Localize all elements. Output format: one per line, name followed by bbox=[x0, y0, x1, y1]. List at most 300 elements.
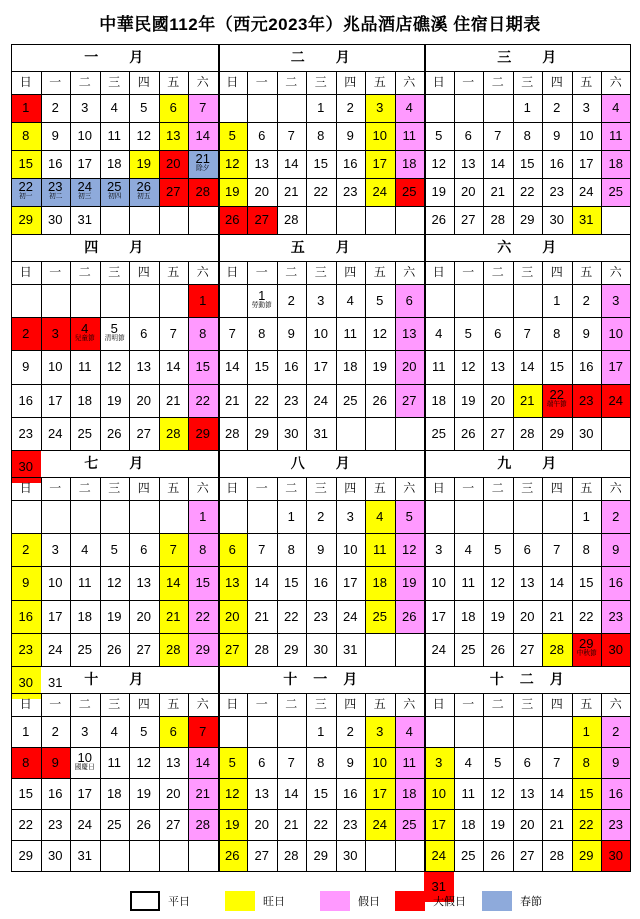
day-number: 31 bbox=[343, 641, 358, 657]
day-number: 3 bbox=[81, 724, 89, 739]
day-number: 2 bbox=[317, 509, 325, 524]
day-number: 20 bbox=[225, 608, 240, 624]
day-cell bbox=[129, 317, 159, 350]
day-cell bbox=[395, 94, 425, 122]
page-title: 中華民國112年（西元2023年）兆品酒店礁溪 住宿日期表 bbox=[99, 15, 541, 34]
grid-line bbox=[11, 450, 12, 666]
weekday-header: 四 bbox=[344, 75, 357, 89]
weekday-header: 日 bbox=[19, 481, 32, 495]
day-number: 22 bbox=[520, 184, 535, 199]
grid-line bbox=[41, 693, 42, 871]
day-number: 24 bbox=[608, 392, 623, 408]
day-cell bbox=[572, 809, 602, 840]
day-cell bbox=[542, 533, 572, 566]
day-number: 2 bbox=[582, 293, 590, 308]
grid-line bbox=[11, 284, 218, 285]
day-cell bbox=[247, 317, 277, 350]
grid-line bbox=[70, 477, 71, 666]
day-cell bbox=[365, 716, 395, 747]
day-cell bbox=[129, 716, 159, 747]
day-number: 12 bbox=[107, 575, 122, 591]
day-cell bbox=[483, 384, 513, 417]
day-number: 7 bbox=[199, 724, 207, 739]
day-cell bbox=[572, 633, 602, 666]
day-number: 6 bbox=[523, 542, 531, 558]
day-number: 4 bbox=[405, 100, 413, 115]
day-cell bbox=[454, 178, 484, 206]
day-number: 15 bbox=[313, 786, 328, 801]
weekday-header: 四 bbox=[344, 481, 357, 495]
day-cell bbox=[188, 178, 218, 206]
day-number: 5 bbox=[228, 128, 236, 143]
day-number: 15 bbox=[579, 575, 594, 591]
day-number: 18 bbox=[107, 156, 122, 171]
day-number: 27 bbox=[136, 641, 151, 657]
day-number: 17 bbox=[343, 575, 358, 591]
day-cell bbox=[100, 716, 130, 747]
day-cell bbox=[572, 500, 602, 533]
day-cell bbox=[277, 533, 307, 566]
day-cell bbox=[129, 150, 159, 178]
weekday-header: 日 bbox=[19, 697, 32, 711]
day-cell bbox=[11, 633, 41, 666]
day-cell bbox=[306, 633, 336, 666]
day-number: 5 bbox=[110, 320, 118, 336]
day-number: 26 bbox=[490, 848, 505, 863]
month-block bbox=[218, 234, 425, 450]
month-title: 十 一 月 bbox=[283, 671, 359, 687]
legend-item bbox=[482, 888, 542, 914]
day-number: 11 bbox=[609, 128, 623, 143]
day-number: 18 bbox=[461, 817, 476, 832]
day-cell bbox=[188, 716, 218, 747]
day-number: 27 bbox=[461, 212, 476, 227]
day-number: 17 bbox=[77, 786, 92, 801]
grid-line bbox=[218, 778, 425, 779]
day-cell bbox=[572, 384, 602, 417]
day-number: 7 bbox=[287, 128, 295, 143]
day-cell bbox=[572, 716, 602, 747]
day-cell bbox=[395, 284, 425, 317]
day-number: 9 bbox=[582, 326, 590, 342]
weekday-header: 四 bbox=[137, 265, 150, 279]
day-cell bbox=[365, 350, 395, 383]
day-cell bbox=[542, 778, 572, 809]
day-cell bbox=[188, 150, 218, 178]
day-number: 26 bbox=[402, 608, 417, 624]
holiday-note: 兒童節 bbox=[74, 334, 95, 342]
day-cell bbox=[572, 284, 602, 317]
grid-line bbox=[424, 94, 631, 95]
grid-line bbox=[11, 71, 218, 72]
grid-line bbox=[11, 871, 631, 872]
day-number: 14 bbox=[284, 156, 299, 171]
grid-line bbox=[395, 261, 396, 450]
day-number: 10 bbox=[372, 755, 387, 770]
day-number: 19 bbox=[107, 392, 122, 408]
day-cell bbox=[365, 122, 395, 150]
month-title: 九 月 bbox=[497, 455, 558, 471]
day-cell bbox=[601, 150, 631, 178]
grid-line bbox=[424, 716, 631, 717]
day-number: 27 bbox=[166, 184, 181, 199]
day-number: 14 bbox=[195, 128, 210, 143]
day-cell bbox=[70, 150, 100, 178]
day-cell bbox=[454, 150, 484, 178]
day-cell bbox=[306, 840, 336, 871]
day-number: 2 bbox=[287, 293, 295, 308]
day-cell bbox=[41, 633, 71, 666]
day-cell bbox=[424, 566, 454, 599]
day-cell bbox=[572, 150, 602, 178]
day-number: 30 bbox=[18, 675, 33, 690]
day-cell bbox=[424, 350, 454, 383]
day-number: 20 bbox=[402, 359, 417, 375]
day-cell bbox=[454, 600, 484, 633]
day-cell bbox=[247, 533, 277, 566]
weekday-header: 日 bbox=[19, 265, 32, 279]
grid-line bbox=[542, 693, 543, 871]
weekday-header: 日 bbox=[226, 481, 239, 495]
day-cell bbox=[247, 122, 277, 150]
day-cell bbox=[336, 178, 366, 206]
day-cell bbox=[513, 350, 543, 383]
day-number: 28 bbox=[490, 212, 505, 227]
day-number: 18 bbox=[431, 392, 446, 408]
day-number: 13 bbox=[490, 359, 505, 375]
grid-line bbox=[247, 477, 248, 666]
day-cell bbox=[247, 778, 277, 809]
weekday-header: 日 bbox=[432, 481, 445, 495]
day-cell bbox=[572, 122, 602, 150]
holiday-note: 初一 bbox=[19, 193, 33, 200]
day-number: 26 bbox=[372, 392, 387, 408]
weekday-header: 六 bbox=[196, 697, 209, 711]
day-number: 5 bbox=[435, 128, 443, 143]
grid-line bbox=[159, 261, 160, 450]
grid-line bbox=[424, 261, 631, 262]
day-number: 5 bbox=[494, 542, 502, 558]
weekday-header: 六 bbox=[609, 265, 622, 279]
day-cell bbox=[218, 417, 248, 450]
grid-line bbox=[11, 94, 218, 95]
day-number: 10 bbox=[431, 575, 446, 591]
day-number: 24 bbox=[77, 179, 92, 194]
day-number: 2 bbox=[51, 724, 59, 739]
grid-line bbox=[542, 261, 543, 450]
day-number: 15 bbox=[254, 359, 269, 375]
grid-line bbox=[159, 71, 160, 234]
day-cell bbox=[483, 600, 513, 633]
day-cell bbox=[11, 178, 41, 206]
grid-line bbox=[483, 261, 484, 450]
day-number: 24 bbox=[431, 641, 446, 657]
grid-line bbox=[11, 747, 218, 748]
day-number: 22 bbox=[18, 817, 33, 832]
day-number: 26 bbox=[136, 179, 151, 194]
day-cell bbox=[395, 178, 425, 206]
weekday-header: 四 bbox=[344, 697, 357, 711]
day-number: 17 bbox=[372, 786, 387, 801]
grid-line bbox=[424, 150, 631, 151]
weekday-header: 六 bbox=[403, 481, 416, 495]
day-cell bbox=[100, 122, 130, 150]
day-cell bbox=[306, 747, 336, 778]
day-number: 29 bbox=[520, 212, 535, 227]
day-cell bbox=[336, 500, 366, 533]
day-number: 12 bbox=[402, 542, 417, 558]
day-cell bbox=[277, 317, 307, 350]
day-number: 9 bbox=[287, 326, 295, 342]
grid-line bbox=[630, 450, 631, 666]
day-cell bbox=[513, 94, 543, 122]
day-number: 27 bbox=[402, 392, 417, 408]
grid-line bbox=[247, 71, 248, 234]
day-number: 16 bbox=[284, 359, 299, 375]
day-cell bbox=[11, 840, 41, 871]
holiday-note: 初二 bbox=[48, 193, 62, 200]
day-cell bbox=[395, 317, 425, 350]
weekday-header: 三 bbox=[108, 481, 121, 495]
day-cell bbox=[542, 417, 572, 450]
day-number: 21 bbox=[549, 608, 564, 624]
grid-line bbox=[218, 666, 220, 871]
day-number: 12 bbox=[461, 359, 476, 375]
weekday-header: 一 bbox=[49, 481, 62, 495]
day-cell bbox=[70, 566, 100, 599]
day-number: 8 bbox=[258, 326, 266, 342]
grid-line bbox=[11, 666, 218, 667]
grid-line bbox=[188, 261, 189, 450]
day-number: 20 bbox=[520, 608, 535, 624]
day-cell bbox=[542, 566, 572, 599]
grid-line bbox=[424, 533, 631, 534]
grid-line bbox=[218, 234, 220, 450]
grid-line bbox=[306, 693, 307, 871]
grid-line bbox=[424, 500, 631, 501]
month-block bbox=[11, 666, 218, 871]
day-cell bbox=[218, 317, 248, 350]
day-cell bbox=[70, 633, 100, 666]
day-number: 17 bbox=[48, 608, 63, 624]
day-cell bbox=[218, 600, 248, 633]
day-number: 30 bbox=[549, 212, 564, 227]
day-number: 2 bbox=[612, 509, 620, 524]
day-cell bbox=[247, 840, 277, 871]
day-cell bbox=[159, 600, 189, 633]
grid-line bbox=[395, 71, 396, 234]
day-number: 23 bbox=[608, 608, 623, 624]
grid-line bbox=[11, 809, 218, 810]
day-cell bbox=[11, 716, 41, 747]
day-number: 11 bbox=[343, 326, 357, 342]
day-cell bbox=[100, 633, 130, 666]
legend-swatch bbox=[130, 891, 160, 911]
grid-line bbox=[424, 450, 426, 666]
grid-line bbox=[11, 350, 218, 351]
month-title: 五 月 bbox=[290, 239, 351, 255]
day-number: 28 bbox=[284, 212, 299, 227]
day-cell bbox=[70, 778, 100, 809]
day-cell bbox=[365, 566, 395, 599]
day-number: 29 bbox=[313, 848, 328, 863]
day-cell bbox=[542, 317, 572, 350]
day-cell bbox=[336, 284, 366, 317]
day-number: 8 bbox=[553, 326, 561, 342]
day-cell bbox=[365, 533, 395, 566]
day-cell bbox=[365, 178, 395, 206]
grid-line bbox=[218, 450, 425, 451]
grid-line bbox=[129, 693, 130, 871]
day-number: 21 bbox=[549, 817, 564, 832]
weekday-header: 二 bbox=[491, 697, 504, 711]
day-cell bbox=[572, 350, 602, 383]
weekday-header: 二 bbox=[78, 265, 91, 279]
day-number: 17 bbox=[608, 359, 623, 375]
day-number: 28 bbox=[225, 425, 240, 441]
grid-line bbox=[218, 178, 425, 179]
day-cell bbox=[277, 178, 307, 206]
day-number: 31 bbox=[48, 675, 63, 690]
day-cell bbox=[129, 384, 159, 417]
day-cell bbox=[247, 206, 277, 234]
day-number: 29 bbox=[549, 425, 564, 441]
legend-label: 平日 bbox=[168, 896, 190, 908]
grid-line bbox=[277, 477, 278, 666]
day-number: 2 bbox=[612, 724, 620, 739]
day-number: 8 bbox=[582, 542, 590, 558]
grid-line bbox=[41, 71, 42, 234]
day-cell bbox=[159, 809, 189, 840]
legend-swatch bbox=[320, 891, 350, 911]
day-number: 3 bbox=[376, 724, 384, 739]
day-cell bbox=[277, 150, 307, 178]
grid-line bbox=[218, 122, 425, 123]
day-number: 8 bbox=[582, 755, 590, 770]
day-cell bbox=[188, 600, 218, 633]
day-number: 6 bbox=[228, 542, 236, 558]
day-number: 31 bbox=[313, 425, 328, 441]
day-cell bbox=[424, 778, 454, 809]
day-cell bbox=[513, 206, 543, 234]
day-cell bbox=[572, 566, 602, 599]
day-number: 25 bbox=[343, 392, 358, 408]
month-block bbox=[424, 44, 631, 234]
grid-line bbox=[277, 693, 278, 871]
weekday-header: 一 bbox=[255, 265, 268, 279]
day-cell bbox=[601, 778, 631, 809]
day-number: 10 bbox=[77, 749, 92, 765]
day-number: 28 bbox=[549, 641, 564, 657]
day-cell bbox=[306, 384, 336, 417]
day-cell bbox=[365, 284, 395, 317]
grid-line bbox=[11, 234, 218, 235]
day-number: 13 bbox=[402, 326, 417, 342]
day-cell bbox=[41, 566, 71, 599]
day-cell bbox=[129, 533, 159, 566]
day-cell bbox=[306, 150, 336, 178]
day-cell bbox=[247, 178, 277, 206]
day-cell bbox=[11, 150, 41, 178]
grid-line bbox=[129, 71, 130, 234]
day-cell bbox=[218, 566, 248, 599]
day-number: 23 bbox=[18, 641, 33, 657]
day-cell bbox=[41, 840, 71, 871]
day-cell bbox=[542, 747, 572, 778]
grid-line bbox=[70, 261, 71, 450]
day-cell bbox=[100, 778, 130, 809]
day-cell bbox=[572, 94, 602, 122]
day-number: 9 bbox=[22, 575, 30, 591]
day-number: 22 bbox=[195, 608, 210, 624]
grid-line bbox=[424, 747, 631, 748]
day-cell bbox=[483, 840, 513, 871]
legend-swatch bbox=[225, 891, 255, 911]
day-cell bbox=[188, 317, 218, 350]
weekday-header: 日 bbox=[226, 265, 239, 279]
day-number: 20 bbox=[166, 156, 181, 171]
day-number: 19 bbox=[225, 184, 240, 199]
day-cell bbox=[11, 600, 41, 633]
day-number: 15 bbox=[195, 359, 210, 375]
day-number: 30 bbox=[608, 641, 623, 657]
day-number: 19 bbox=[461, 392, 476, 408]
weekday-header: 一 bbox=[49, 265, 62, 279]
day-cell bbox=[247, 284, 277, 317]
weekday-header: 三 bbox=[521, 481, 534, 495]
grid-line bbox=[601, 693, 602, 871]
day-cell bbox=[277, 809, 307, 840]
day-number: 30 bbox=[608, 848, 623, 863]
day-cell bbox=[188, 122, 218, 150]
grid-line bbox=[11, 450, 218, 451]
day-cell bbox=[11, 809, 41, 840]
day-cell bbox=[601, 566, 631, 599]
grid-line bbox=[542, 477, 543, 666]
day-number: 26 bbox=[225, 848, 240, 863]
day-cell bbox=[395, 747, 425, 778]
day-cell bbox=[601, 350, 631, 383]
day-cell bbox=[218, 778, 248, 809]
grid-line bbox=[424, 600, 631, 601]
day-cell bbox=[159, 178, 189, 206]
day-number: 21 bbox=[284, 817, 299, 832]
day-number: 30 bbox=[313, 641, 328, 657]
weekday-header: 二 bbox=[285, 481, 298, 495]
grid-line bbox=[218, 94, 425, 95]
day-cell bbox=[572, 533, 602, 566]
grid-line bbox=[424, 809, 631, 810]
grid-line bbox=[454, 693, 455, 871]
day-cell bbox=[542, 633, 572, 666]
day-number: 25 bbox=[107, 817, 122, 832]
day-cell bbox=[483, 747, 513, 778]
grid-line bbox=[630, 44, 631, 234]
grid-line bbox=[11, 533, 218, 534]
grid-line bbox=[188, 477, 189, 666]
day-number: 12 bbox=[136, 755, 151, 770]
day-number: 20 bbox=[520, 817, 535, 832]
day-number: 5 bbox=[140, 100, 148, 115]
day-number: 9 bbox=[612, 542, 620, 558]
day-number: 7 bbox=[553, 755, 561, 770]
day-cell bbox=[454, 633, 484, 666]
day-cell bbox=[41, 350, 71, 383]
weekday-header: 五 bbox=[580, 481, 593, 495]
day-number: 23 bbox=[48, 179, 63, 194]
day-number: 15 bbox=[195, 575, 210, 591]
day-number: 25 bbox=[402, 817, 417, 832]
